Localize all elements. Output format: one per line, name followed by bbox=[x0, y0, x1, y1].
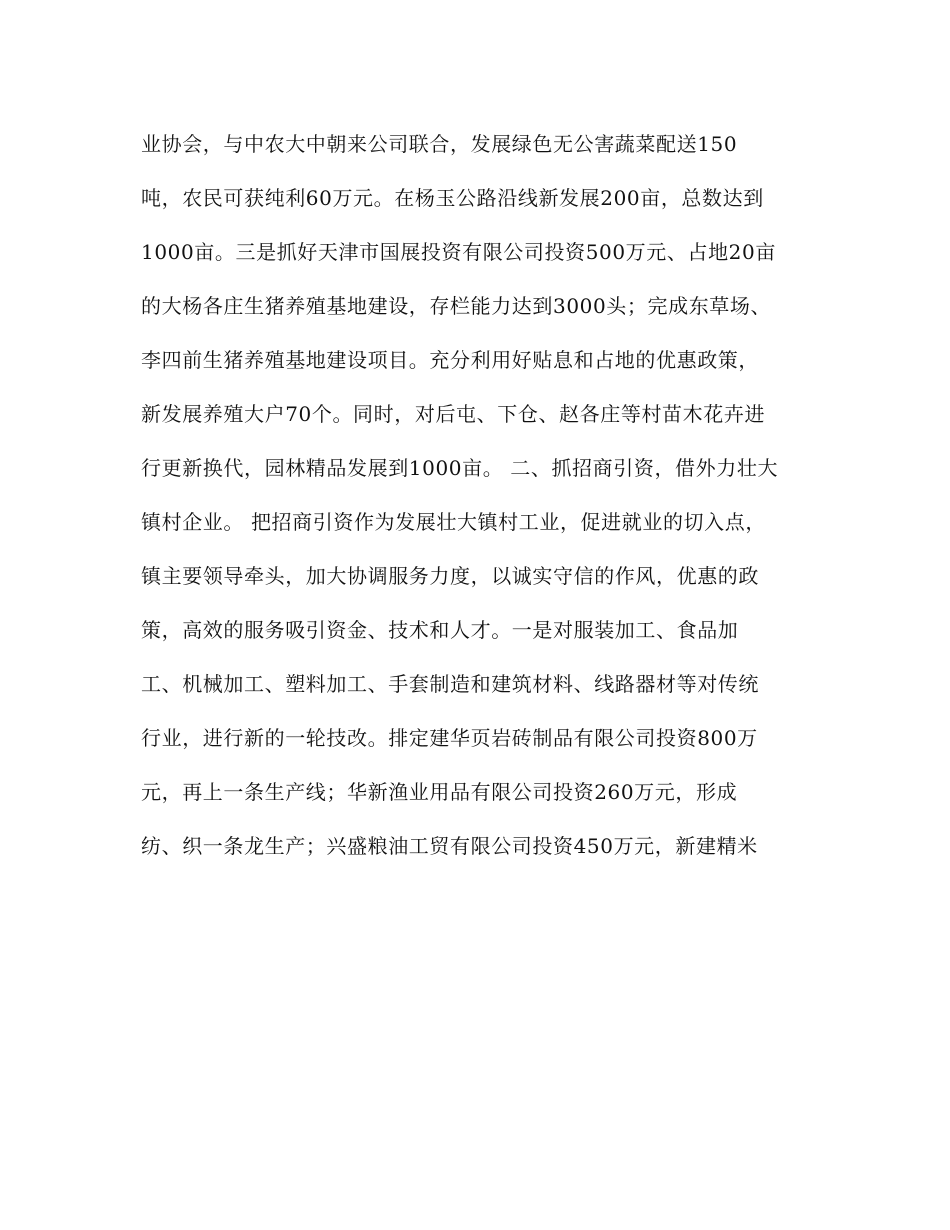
text-line-4: 的大杨各庄生猪养殖基地建设，存栏能力达到3000头；完成东草场、 bbox=[141, 294, 772, 318]
text-line-5: 李四前生猪养殖基地建设项目。充分利用好贴息和占地的优惠政策， bbox=[141, 348, 759, 372]
text-line-14: 纺、织一条龙生产；兴盛粮油工贸有限公司投资450万元，新建精米 bbox=[141, 834, 758, 858]
text-line-8: 镇村企业。 把招商引资作为发展壮大镇村工业，促进就业的切入点， bbox=[141, 510, 766, 534]
text-line-6: 新发展养殖大户70个。同时，对后屯、下仓、赵各庄等村苗木花卉进 bbox=[141, 402, 766, 426]
text-line-13: 元，再上一条生产线；华新渔业用品有限公司投资260万元，形成 bbox=[141, 780, 738, 804]
text-line-9: 镇主要领导牵头，加大协调服务力度，以诚实守信的作风，优惠的政 bbox=[141, 564, 759, 588]
body-text bbox=[141, 122, 821, 878]
text-line-7: 行更新换代，园林精品发展到1000亩。 二、抓招商引资，借外力壮大 bbox=[141, 456, 779, 480]
text-line-1: 业协会，与中农大中朝来公司联合，发展绿色无公害蔬菜配送150 bbox=[141, 132, 738, 156]
text-line-11: 工、机械加工、塑料加工、手套制造和建筑材料、线路器材等对传统 bbox=[141, 672, 759, 696]
text-line-3: 1000亩。三是抓好天津市国展投资有限公司投资500万元、占地20亩 bbox=[141, 240, 776, 264]
text-line-12: 行业，进行新的一轮技改。排定建华页岩砖制品有限公司投资800万 bbox=[141, 726, 758, 750]
text-line-2: 吨，农民可获纯利60万元。在杨玉公路沿线新发展200亩，总数达到 bbox=[141, 186, 764, 210]
text-line-10: 策，高效的服务吸引资金、技术和人才。一是对服装加工、食品加 bbox=[141, 618, 739, 642]
